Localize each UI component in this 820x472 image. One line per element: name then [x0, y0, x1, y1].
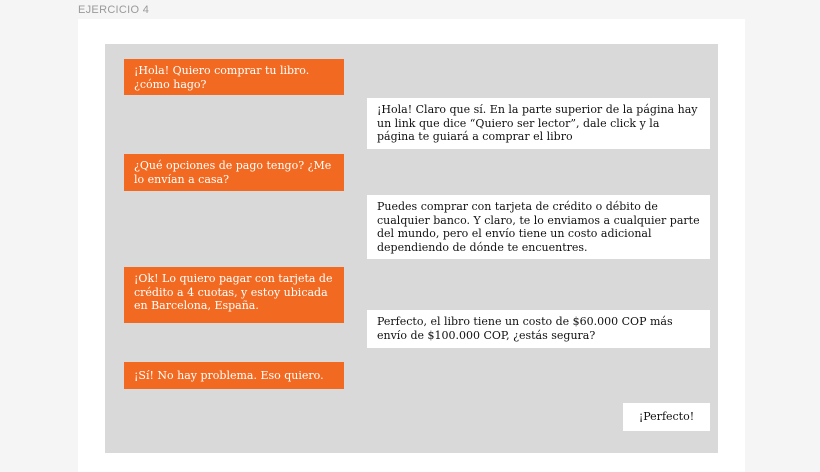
message-seller-1: ¡Hola! Claro que sí. En la parte superior de la página hay un link que dice “Quiero ser lector”, dale click y la página te guiará a comprar el libro — [367, 98, 710, 149]
message-seller-2: Puedes comprar con tarjeta de crédito o débito de cualquier banco. Y claro, te lo enviamos a cualquier parte del mundo, pero el envío tiene un costo adicional dependiendo de dónde te encuentres. — [367, 195, 710, 259]
message-user-3: ¡Ok! Lo quiero pagar con tarjeta de crédito a 4 cuotas, y estoy ubicada en Barcelona, España. — [124, 267, 344, 323]
message-seller-4: ¡Perfecto! — [623, 403, 710, 431]
frame-label: EJERCICIO 4 — [78, 4, 150, 16]
message-user-2: ¿Qué opciones de pago tengo? ¿Me lo envían a casa? — [124, 154, 344, 191]
message-user-1: ¡Hola! Quiero comprar tu libro. ¿cómo hago? — [124, 59, 344, 95]
message-seller-3: Perfecto, el libro tiene un costo de $60.000 COP más envío de $100.000 COP, ¿estás segura? — [367, 310, 710, 348]
message-user-4: ¡Sí! No hay problema. Eso quiero. — [124, 362, 344, 389]
